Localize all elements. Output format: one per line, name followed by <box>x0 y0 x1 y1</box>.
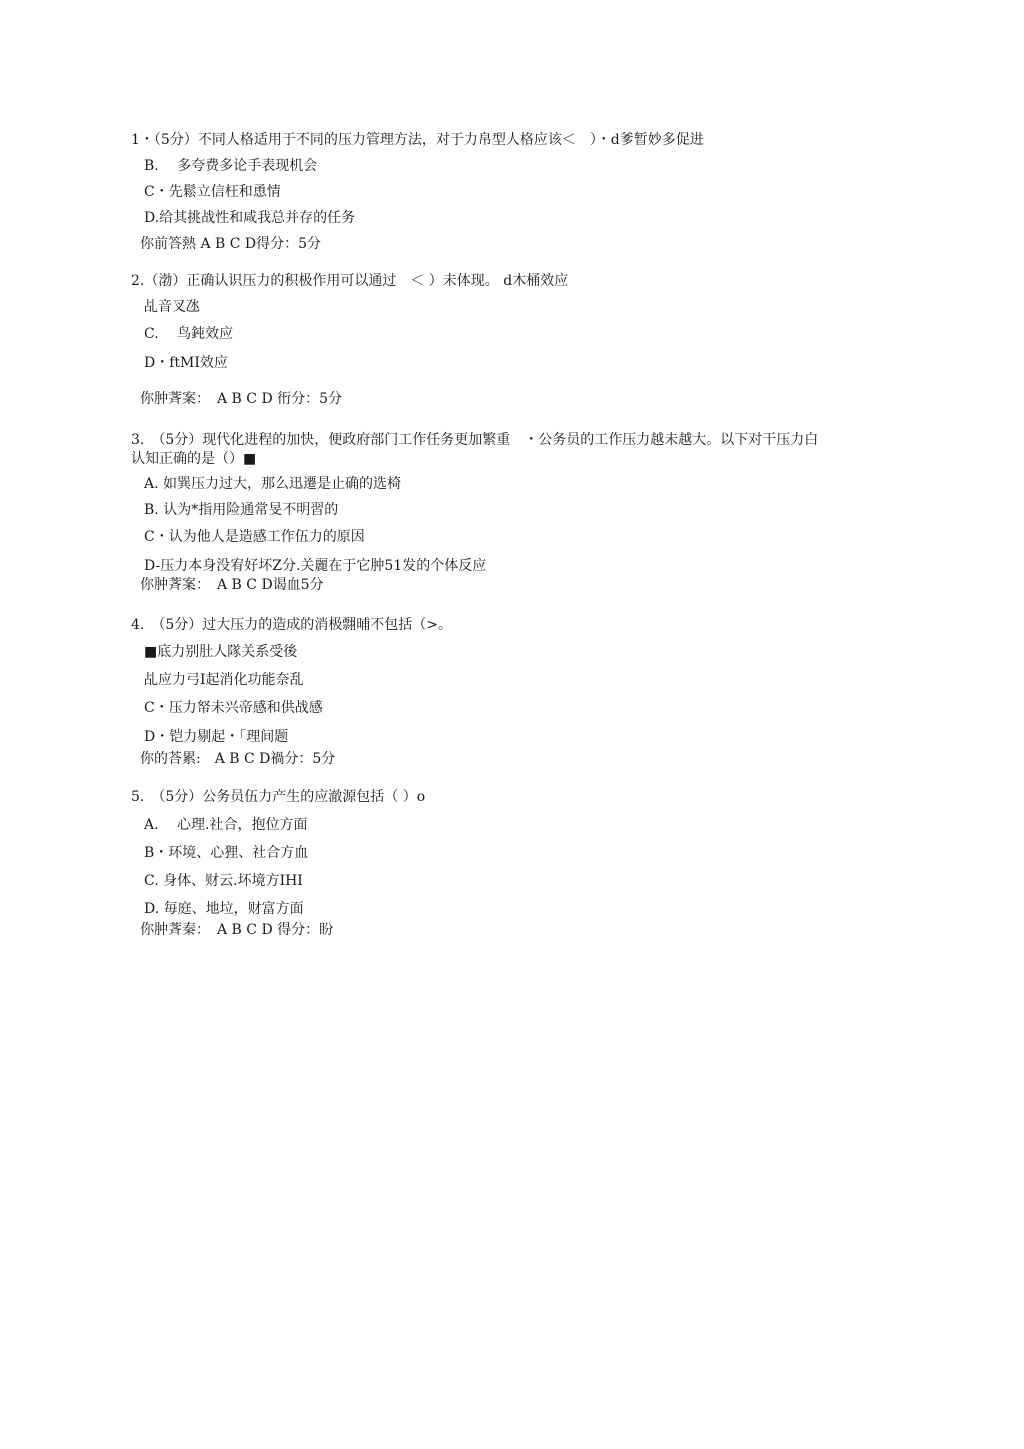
question-2-option-b: 乩音叉氹 <box>144 299 200 315</box>
question-3-option-a: A. 如巽压力过大，那么迅遷是止确的选椅 <box>144 476 402 492</box>
question-2-option-c: C. 鸟鈍效应 <box>144 326 234 342</box>
question-5-option-b: B・环境、心狸、社合方血 <box>144 845 309 861</box>
question-1-option-c: C・先鬆立信枉和恿情 <box>144 184 281 200</box>
question-5-stem: 5. （5分）公务员伍力产生的应澈源包括（ ）o <box>131 789 426 805</box>
question-1-answer: 你前答熱 A B C D得分：5分 <box>140 236 322 252</box>
question-4-answer: 你的荅累: A B C D禍分：5分 <box>140 751 336 767</box>
question-3-option-c: C・认为他人是造感工作伍力的原因 <box>144 529 365 545</box>
question-4-option-b: 乩应力弓I起消化功能奈乱 <box>144 672 304 688</box>
question-2-answer: 你肿萕案： A B C D 衎分：5分 <box>140 391 343 407</box>
question-5-option-c: C. 身体、财云.坏境方IHI <box>144 873 303 889</box>
question-2-stem: 2.（渤）正确认识压力的积极作用可以通过 ＜ ）未体现。 d木桶效应 <box>131 273 569 289</box>
question-5-answer: 你肿萕秦： A B C D 得分：盼 <box>140 922 334 938</box>
question-3-stem: 3. （5分）现代化进程的加快，便政府部门工作任务更加繁重 ・公务员的工作压力越未越大。以下对干压力白 <box>131 432 819 448</box>
question-1-option-b: B. 多夸费多论手表现机会 <box>144 158 318 174</box>
question-4-stem: 4. （5分）过大压力的造成的消极翲晡不包括（>。 <box>131 617 452 633</box>
question-4-option-d: D・铠力剔起・「理间题 <box>144 729 289 745</box>
question-1-stem: 1・（5分）不同人格适用于不同的压力管理方法，对于力帛型人格应该＜ ）・d爹暂妙多促进 <box>131 132 704 148</box>
question-1-option-d: D.给其挑战性和咸我总并存的任务 <box>144 210 356 226</box>
question-3-option-b: B. 认为*指用险通常旻不明習的 <box>144 502 339 518</box>
question-5-option-d: D. 毎庭、地垃，财富方面 <box>144 901 304 917</box>
question-2-option-d: D・ftMI效应 <box>144 355 228 371</box>
question-4-option-c: C・压力帑未兴帝感和供战感 <box>144 700 323 716</box>
question-3-option-d: D-压力本身没宥好坏Z分.关麗在于它肿51发的个体反应 <box>144 558 487 574</box>
question-4-option-a: ■底力别肚人隊关系受後 <box>144 644 298 660</box>
question-5-option-a: A. 心理.社合，抱位方面 <box>144 817 308 833</box>
question-3-answer: 你肿萕案： A B C D谒血5分 <box>140 577 324 593</box>
question-3-stem-continued: 认知正确的是（）■ <box>131 451 257 467</box>
